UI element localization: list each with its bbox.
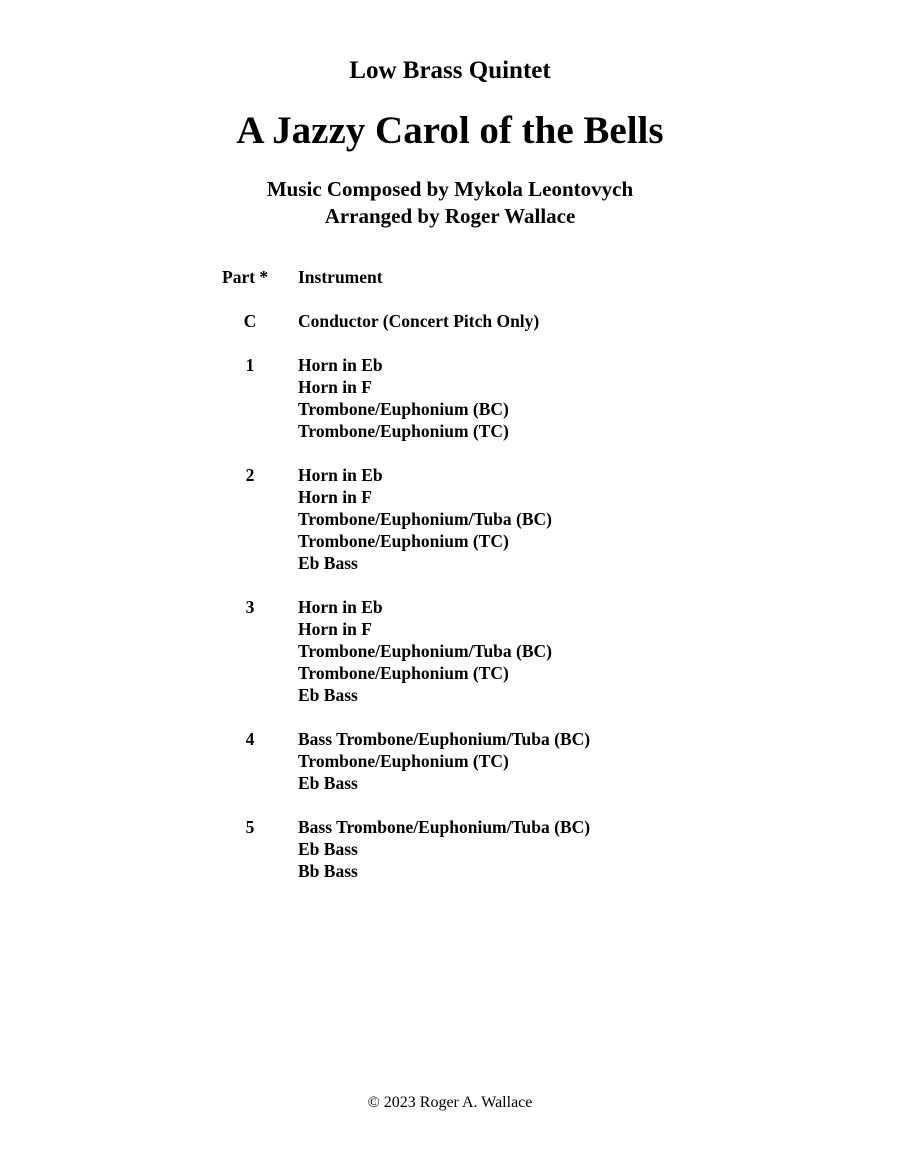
part-cell xyxy=(222,816,298,882)
instrument-list xyxy=(298,310,539,332)
part-number: 2 xyxy=(245,465,255,485)
instrument-name: Horn in F xyxy=(298,619,372,639)
part-row xyxy=(222,816,590,882)
instrument-list xyxy=(298,596,552,706)
copyright-notice: © 2023 Roger A. Wallace xyxy=(367,1094,533,1111)
instrument-name: Trombone/Euphonium (TC) xyxy=(298,531,509,551)
part-number: 3 xyxy=(245,597,255,617)
instrument-list xyxy=(298,354,509,442)
instrument-name: Trombone/Euphonium/Tuba (BC) xyxy=(298,509,553,529)
instrument-list xyxy=(298,728,590,794)
instrument-name: Horn in F xyxy=(298,377,372,397)
instrument-name: Eb Bass xyxy=(298,839,358,859)
part-number: C xyxy=(243,311,257,331)
instrument-name: Trombone/Euphonium (TC) xyxy=(298,663,509,683)
part-cell xyxy=(222,596,298,706)
credits xyxy=(0,176,900,230)
ensemble-heading: Low Brass Quintet xyxy=(349,57,551,84)
part-column-header: Part * xyxy=(222,267,269,287)
instrument-name: Horn in F xyxy=(298,487,372,507)
instrument-name: Horn in Eb xyxy=(298,465,383,485)
parts-table xyxy=(222,266,590,904)
arranger-credit: Arranged by Roger Wallace xyxy=(324,204,576,228)
instrument-name: Trombone/Euphonium (TC) xyxy=(298,421,509,441)
instrument-name: Eb Bass xyxy=(298,685,358,705)
part-number: 1 xyxy=(245,355,255,375)
part-cell xyxy=(222,310,298,332)
composer-credit: Music Composed by Mykola Leontovych xyxy=(266,177,634,201)
part-cell xyxy=(222,354,298,442)
instrument-name: Horn in Eb xyxy=(298,355,383,375)
instrument-name: Eb Bass xyxy=(298,773,358,793)
instrument-name: Trombone/Euphonium (BC) xyxy=(298,399,509,419)
instrument-column-header: Instrument xyxy=(298,267,383,287)
instrument-name: Horn in Eb xyxy=(298,597,383,617)
part-row xyxy=(222,354,590,442)
part-row xyxy=(222,728,590,794)
instrument-name: Eb Bass xyxy=(298,553,358,573)
instrument-name: Trombone/Euphonium (TC) xyxy=(298,751,509,771)
part-number: 4 xyxy=(245,729,255,749)
part-number: 5 xyxy=(245,817,255,837)
part-cell xyxy=(222,464,298,574)
part-row xyxy=(222,310,590,332)
instrument-name: Bass Trombone/Euphonium/Tuba (BC) xyxy=(298,817,591,837)
piece-title: A Jazzy Carol of the Bells xyxy=(236,109,664,152)
instrument-name: Bass Trombone/Euphonium/Tuba (BC) xyxy=(298,729,591,749)
part-cell xyxy=(222,728,298,794)
instrument-name: Conductor (Concert Pitch Only) xyxy=(298,311,540,331)
instrument-list xyxy=(298,464,552,574)
instrument-name: Trombone/Euphonium/Tuba (BC) xyxy=(298,641,553,661)
parts-rows xyxy=(222,310,590,882)
part-row xyxy=(222,596,590,706)
part-row xyxy=(222,464,590,574)
instrument-name: Bb Bass xyxy=(298,861,358,881)
parts-table-header xyxy=(222,266,590,288)
instrument-list xyxy=(298,816,590,882)
